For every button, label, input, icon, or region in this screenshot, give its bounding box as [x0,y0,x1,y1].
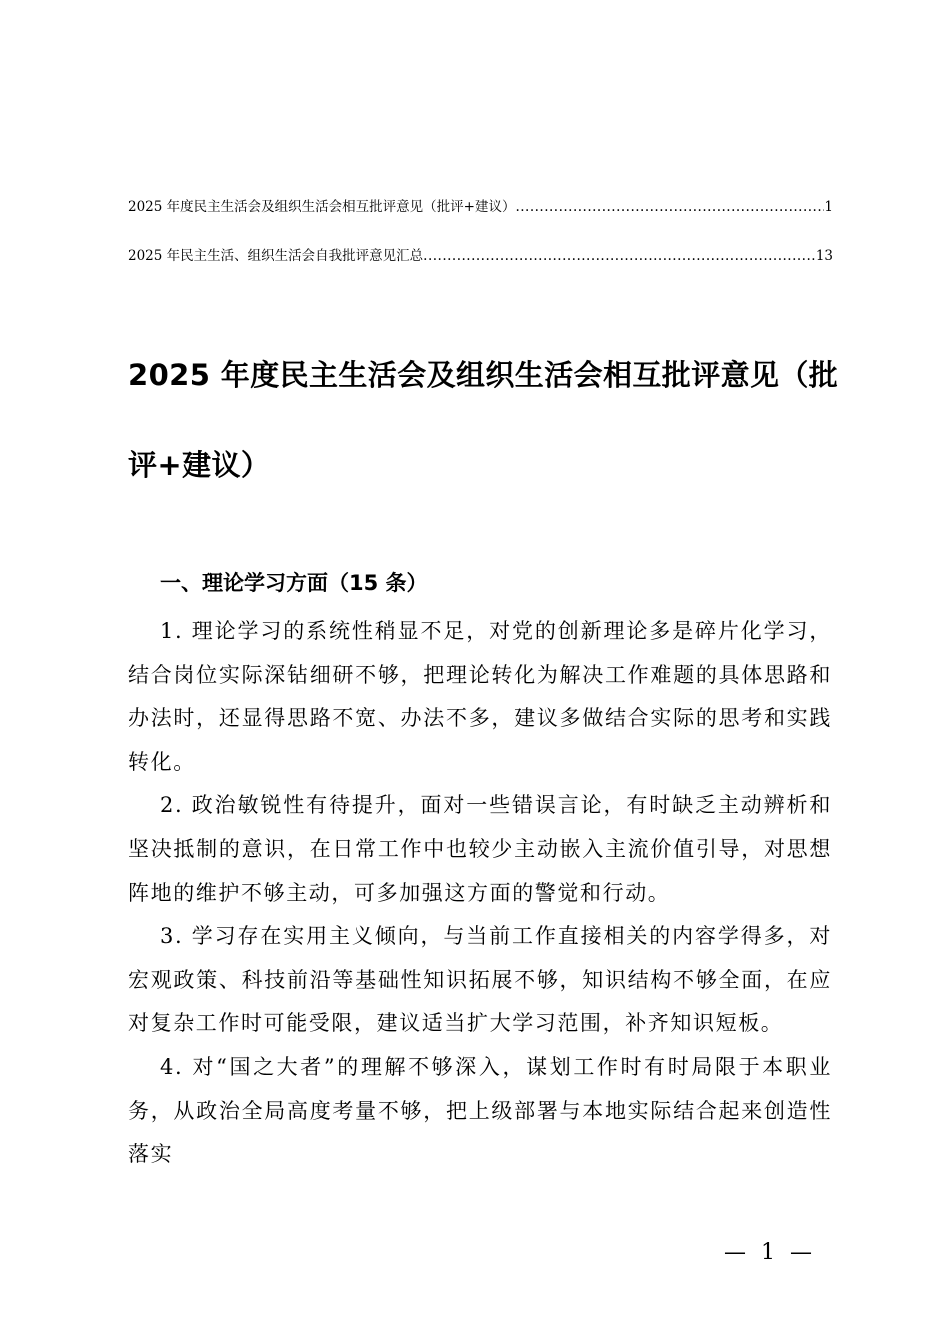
list-item: 4. 对“国之大者”的理解不够深入，谋划工作时有时局限于本职业务，从政治全局高度考量不够，把上级部署与本地实际结合起来创造性落实 [128,1054,832,1167]
toc-leader-dots [515,197,824,217]
toc-entry-page: 13 [815,248,833,264]
list-item: 3. 学习存在实用主义倾向，与当前工作直接相关的内容学得多，对宏观政策、科技前沿等基础性知识拓展不够，知识结构不够全面，在应对复杂工作时可能受限，建议适当扩大学习范围，补齐知识短板。 [128,924,832,1036]
list-item: 1. 理论学习的系统性稍显不足，对党的创新理论多是碎片化学习，结合岗位实际深钻细研不够，把理论转化为解决工作难题的具体思路和办法时，还显得思路不宽、办法不多，建议多做结合实际的思考和实践转化。 [128,619,832,774]
list-item: 2. 政治敏锐性有待提升，面对一些错误言论，有时缺乏主动辨析和坚决抵制的意识，在日常工作中也较少主动嵌入主流价值引导，对思想阵地的维护不够主动，可多加强这方面的警觉和行动。 [128,793,832,905]
toc-entry-title: 2025 年民主生活、组织生活会自我批评意见汇总 [128,248,424,264]
document-title: 2025 年度民主生活会及组织生活会相互批评意见（批评+建议） [128,358,839,482]
section-heading: 一、理论学习方面（15 条） [160,571,428,595]
item-list [128,610,832,1177]
toc-entry-page: 1 [824,199,833,215]
page-number: — 1 — [724,1240,816,1265]
toc-leader-dots [423,246,816,266]
toc-entry-title: 2025 年度民主生活会及组织生活会相互批评意见（批评+建议） [128,199,516,215]
toc-entry[interactable] [128,246,833,266]
toc-entry[interactable] [128,197,833,217]
